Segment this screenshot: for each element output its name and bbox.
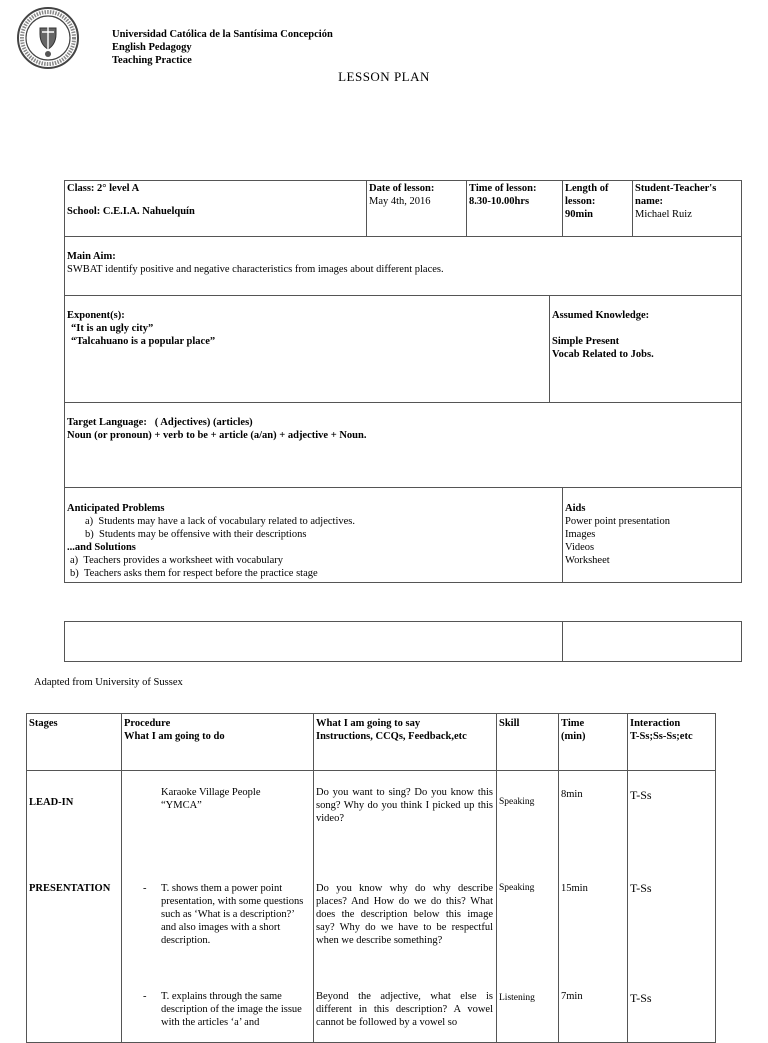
exponent-item: “It is an ugly city”: [71, 323, 154, 334]
exponent-item: “Talcahuano is a popular place”: [71, 336, 216, 347]
date-cell: Date of lesson: May 4th, 2016: [366, 180, 466, 210]
exponents-cell: [64, 307, 549, 350]
say-text: Do you know why do why describe places? And How do we do this? What does the description below this image say? Why do we have to be respectful when we describe something?: [316, 883, 493, 946]
time-cell: Time of lesson: 8.30-10.00hrs: [466, 180, 562, 210]
aids-label: Aids: [565, 503, 586, 514]
university-seal-logo: [16, 6, 80, 70]
interaction-value: T-Ss: [630, 991, 652, 1005]
time-value: 7min: [561, 991, 583, 1002]
skill-value: Speaking: [499, 883, 535, 893]
header-procedure: Procedure What I am going to do: [124, 718, 225, 742]
adapted-note: Adapted from University of Sussex: [34, 677, 183, 688]
procedure-bullet: -: [143, 991, 147, 1002]
length-cell: Length of lesson: 90min: [562, 180, 632, 223]
interaction-value: T-Ss: [630, 881, 652, 895]
program-name: English Pedagogy: [112, 42, 192, 53]
procedure-text: Karaoke Village People “YMCA”: [161, 787, 261, 811]
assumed-item: Simple Present: [552, 336, 620, 347]
page-title: LESSON PLAN: [338, 69, 430, 84]
solutions-label: ...and Solutions: [67, 542, 136, 553]
aids-cell: [562, 500, 742, 569]
solution-item: b) Teachers asks them for respect before the practice stage: [70, 568, 318, 579]
class-cell: Class: 2° level A School: C.E.I.A. Nahuelquín: [67, 183, 195, 217]
target-language-cell: [64, 414, 742, 444]
class-value: 2° level A: [97, 183, 140, 194]
assumed-knowledge-label: Assumed Knowledge:: [552, 310, 650, 321]
time-value: 8.30-10.00hrs: [469, 196, 530, 207]
stage-name: PRESENTATION: [29, 883, 111, 894]
university-name: Universidad Católica de la Santísima Concepción: [112, 29, 333, 40]
main-aim-label: Main Aim:: [67, 251, 116, 262]
aid-item: Worksheet: [565, 555, 610, 566]
problems-label: Anticipated Problems: [67, 503, 165, 514]
length-value: 90min: [565, 209, 594, 220]
institution-header: [112, 28, 333, 67]
solution-item: a) Teachers provides a worksheet with vocabulary: [70, 555, 283, 566]
header-skill: Skill: [499, 718, 520, 729]
aid-item: Power point presentation: [565, 516, 670, 527]
procedure-text: T. explains through the same description of the image the issue with the articles ‘a’ and: [161, 991, 302, 1028]
problems-cell: [64, 500, 562, 582]
exponents-label: Exponent(s):: [67, 310, 125, 321]
target-language-label: Target Language: ( Adjectives) (articles): [67, 417, 253, 428]
skill-value: Speaking: [499, 797, 535, 807]
procedure-bullet: -: [143, 883, 147, 894]
say-text: Beyond the adjective, what else is different in this description? A vowel cannot be followed by a vowel so: [316, 991, 493, 1028]
assumed-item: Vocab Related to Jobs.: [552, 349, 654, 360]
problem-item: b) Students may be offensive with their descriptions: [85, 529, 307, 540]
empty-table: [64, 621, 742, 662]
interaction-value: T-Ss: [630, 788, 652, 802]
header-time: Time (min): [561, 718, 586, 742]
time-value: 15min: [561, 883, 588, 894]
school-value: C.E.I.A. Nahuelquín: [102, 206, 195, 217]
date-value: May 4th, 2016: [369, 196, 431, 207]
procedure-text: T. shows them a power point presentation, with some questions such as ‘What is a description?’ and also images with a short description.: [161, 883, 304, 946]
skill-value: Listening: [499, 993, 535, 1003]
say-text: Do you want to sing? Do you know this song? Why do you think I picked up this video?: [316, 787, 493, 824]
teacher-cell: Student-Teacher's name: Michael Ruiz: [632, 180, 742, 223]
aid-item: Images: [565, 529, 596, 540]
time-value: 8min: [561, 789, 583, 800]
header-stages: Stages: [29, 718, 58, 729]
stage-name: LEAD-IN: [29, 797, 74, 808]
problem-item: a) Students may have a lack of vocabulary related to adjectives.: [85, 516, 355, 527]
main-aim-cell: [64, 248, 742, 278]
header-say: What I am going to say Instructions, CCQs, Feedback,etc: [316, 718, 467, 742]
assumed-knowledge-cell: [549, 307, 742, 363]
target-language-formula: Noun (or pronoun) + verb to be + article (a/an) + adjective + Noun.: [67, 430, 367, 441]
aid-item: Videos: [565, 542, 595, 553]
course-name: Teaching Practice: [112, 55, 192, 66]
main-aim-text: SWBAT identify positive and negative characteristics from images about different places.: [67, 264, 444, 275]
teacher-value: Michael Ruiz: [635, 209, 692, 220]
header-interaction: Interaction T-Ss;Ss-Ss;etc: [630, 718, 693, 742]
